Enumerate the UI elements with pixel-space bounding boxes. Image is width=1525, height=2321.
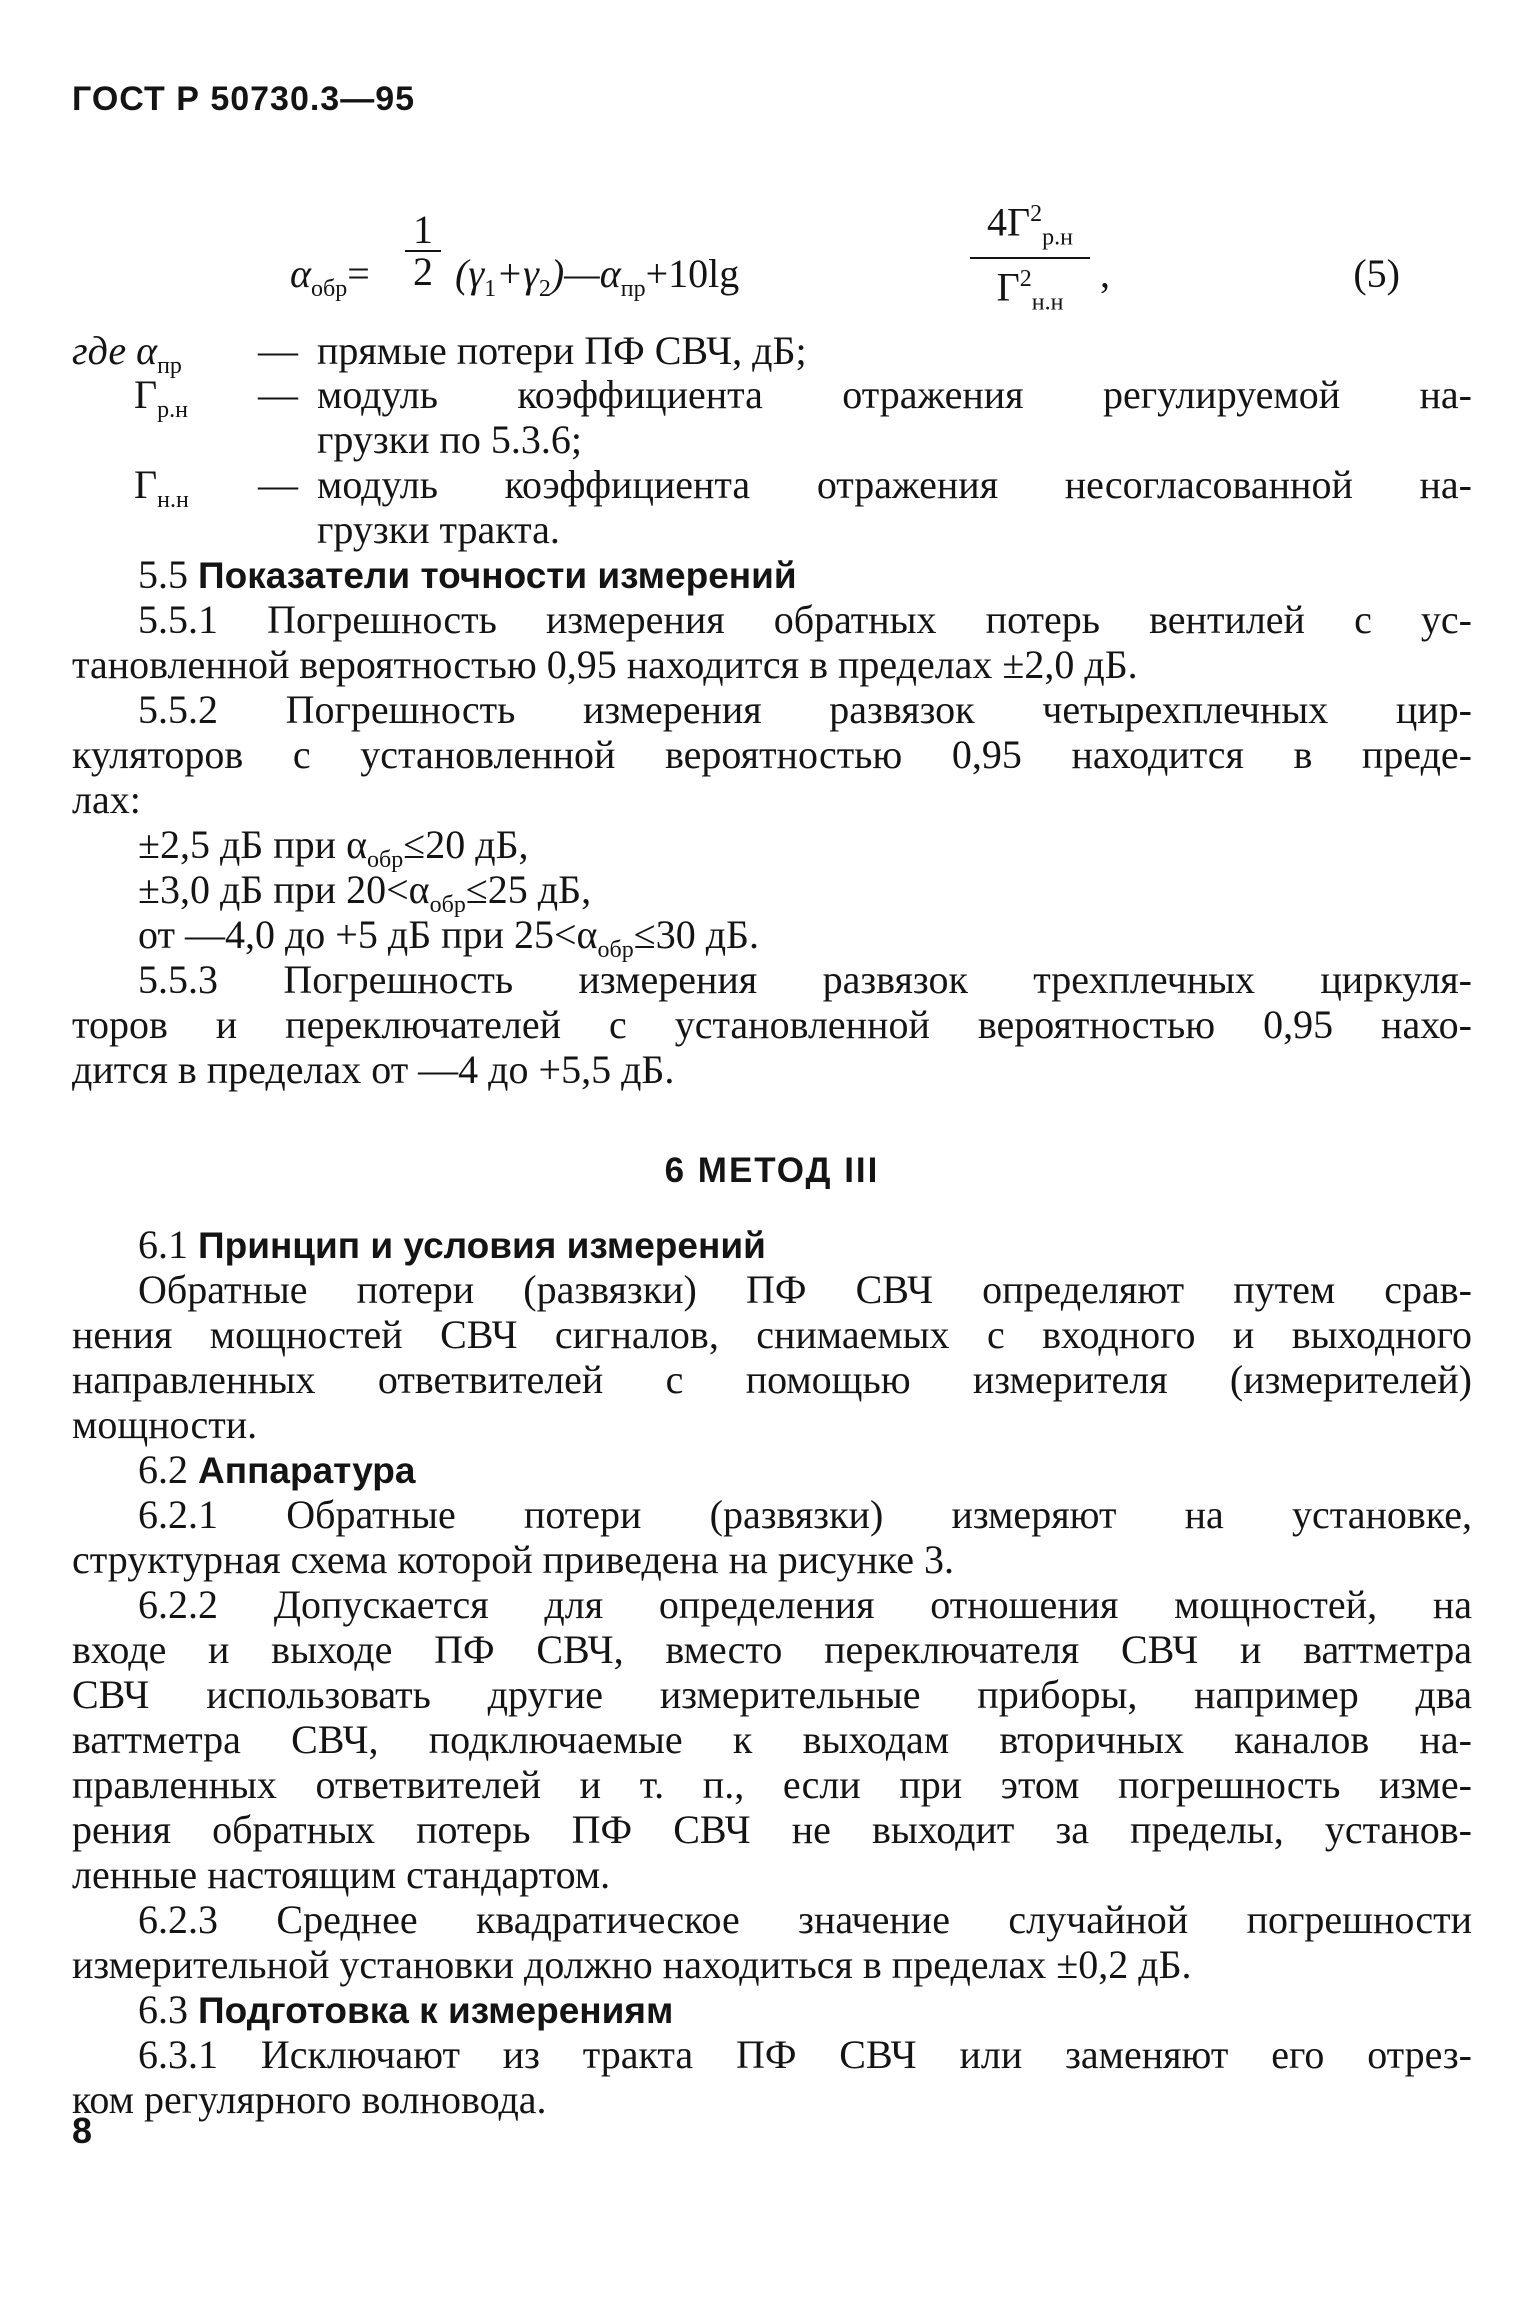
- paragraph-line: рения обратных потерь ПФ СВЧ не выходит за пределы, установ-: [72, 1807, 1472, 1852]
- range-line: ±3,0 дБ при $20<\alpha_{обр}\le 25$ дБ,: [138, 867, 592, 918]
- where-text: грузки тракта.: [317, 507, 560, 552]
- where-text: прямые потери ПФ СВЧ, дБ;: [317, 328, 807, 373]
- section-title-6: 6 МЕТОД III: [664, 1151, 880, 1190]
- paragraph-line: 6.3.1 Исключают из тракта ПФ СВЧ или заменяют его отрез-: [138, 2032, 1472, 2077]
- paragraph-line: правленных ответвителей и т. п., если при этом погрешность изме-: [72, 1762, 1472, 1807]
- paragraph-line: 5.5.1 Погрешность измерения обратных потерь вентилей с ус-: [138, 597, 1472, 642]
- formula-5: [290, 190, 1400, 316]
- paragraph-line: СВЧ использовать другие измерительные приборы, например два: [72, 1672, 1472, 1717]
- paragraph-line: нения мощностей СВЧ сигналов, снимаемых с входного и выходного: [72, 1312, 1472, 1357]
- where-item: $Г_{р.н}$: [134, 372, 188, 423]
- paragraph-line: 6.2.2 Допускается для определения отношения мощностей, на: [138, 1582, 1472, 1627]
- section-heading-6-1: 6.1 Принцип и условия измерений: [138, 1222, 766, 1267]
- equation-number: (5): [1353, 251, 1400, 296]
- paragraph-line: 5.5.2 Погрешность измерения развязок четырехплечных цир-: [138, 687, 1472, 732]
- formula-middle: $(\gamma_1+\gamma_2)—\alpha_{пр}+10\lg$: [455, 251, 740, 302]
- fraction-half: $\frac{1}{2}$: [405, 210, 441, 292]
- where-text: модуль коэффициента отражения регулируемой на-: [317, 372, 1472, 417]
- paragraph-line: структурная схема которой приведена на рисунке 3.: [72, 1537, 954, 1582]
- paragraph-line: входе и выходе ПФ СВЧ, вместо переключателя СВЧ и ваттметра: [72, 1627, 1472, 1672]
- section-heading-6-3: 6.3 Подготовка к измерениям: [138, 1987, 674, 2032]
- paragraph-line: 6.2.1 Обратные потери (развязки) измеряют на установке,: [138, 1492, 1472, 1537]
- where-text: грузки по 5.3.6;: [317, 417, 583, 462]
- fraction-gamma: $4Г^2_{р.н}$ $Г^2_{н.н}$: [970, 194, 1090, 323]
- section-heading-6-2: 6.2 Аппаратура: [138, 1447, 416, 1492]
- paragraph-line: измерительной установки должно находиться в пределах ±0,2 дБ.: [72, 1942, 1192, 1987]
- paragraph-line: торов и переключателей с установленной вероятностью 0,95 нахо-: [72, 1002, 1472, 1047]
- paragraph-line: мощности.: [72, 1402, 258, 1447]
- paragraph-line: 5.5.3 Погрешность измерения развязок трехплечных циркуля-: [138, 957, 1472, 1002]
- paragraph-line: ленные настоящим стандартом.: [72, 1852, 611, 1897]
- paragraph-line: направленных ответвителей с помощью измерителя (измерителей): [72, 1357, 1472, 1402]
- range-line: от —4,0 до +5 дБ при $25<\alpha_{обр}\le 30$ дБ.: [138, 912, 760, 963]
- where-dash: —: [258, 462, 298, 507]
- page-number: 8: [72, 2110, 93, 2151]
- formula-comma: ,: [1100, 251, 1110, 296]
- section-heading-5-5: 5.5 Показатели точности измерений: [138, 552, 797, 597]
- paragraph-line: лах:: [72, 777, 141, 822]
- where-text: модуль коэффициента отражения несогласованной на-: [317, 462, 1472, 507]
- range-line: ±2,5 дБ при $\alpha_{обр}\le 20$ дБ,: [138, 822, 529, 873]
- where-dash: —: [258, 328, 298, 373]
- paragraph-line: куляторов с установленной вероятностью 0,95 находится в преде-: [72, 732, 1472, 777]
- paragraph-line: дится в пределах от —4 до +5,5 дБ.: [72, 1047, 675, 1092]
- where-item: $Г_{н.н}$: [134, 462, 189, 513]
- where-dash: —: [258, 372, 298, 417]
- paragraph-line: ваттметра СВЧ, подключаемые к выходам вторичных каналов на-: [72, 1717, 1472, 1762]
- document-header: ГОСТ Р 50730.3—95: [72, 80, 416, 118]
- paragraph-line: ком регулярного волновода.: [72, 2077, 547, 2122]
- formula-lhs: $\alpha_{обр}=$: [290, 251, 370, 302]
- paragraph-line: 6.2.3 Среднее квадратическое значение случайной погрешности: [138, 1897, 1472, 1942]
- paragraph-line: тановленной вероятностью 0,95 находится в пределах ±2,0 дБ.: [72, 642, 1138, 687]
- where-item: где $\alpha_{пр}$: [72, 328, 182, 379]
- paragraph-line: Обратные потери (развязки) ПФ СВЧ определяют путем срав-: [138, 1267, 1472, 1312]
